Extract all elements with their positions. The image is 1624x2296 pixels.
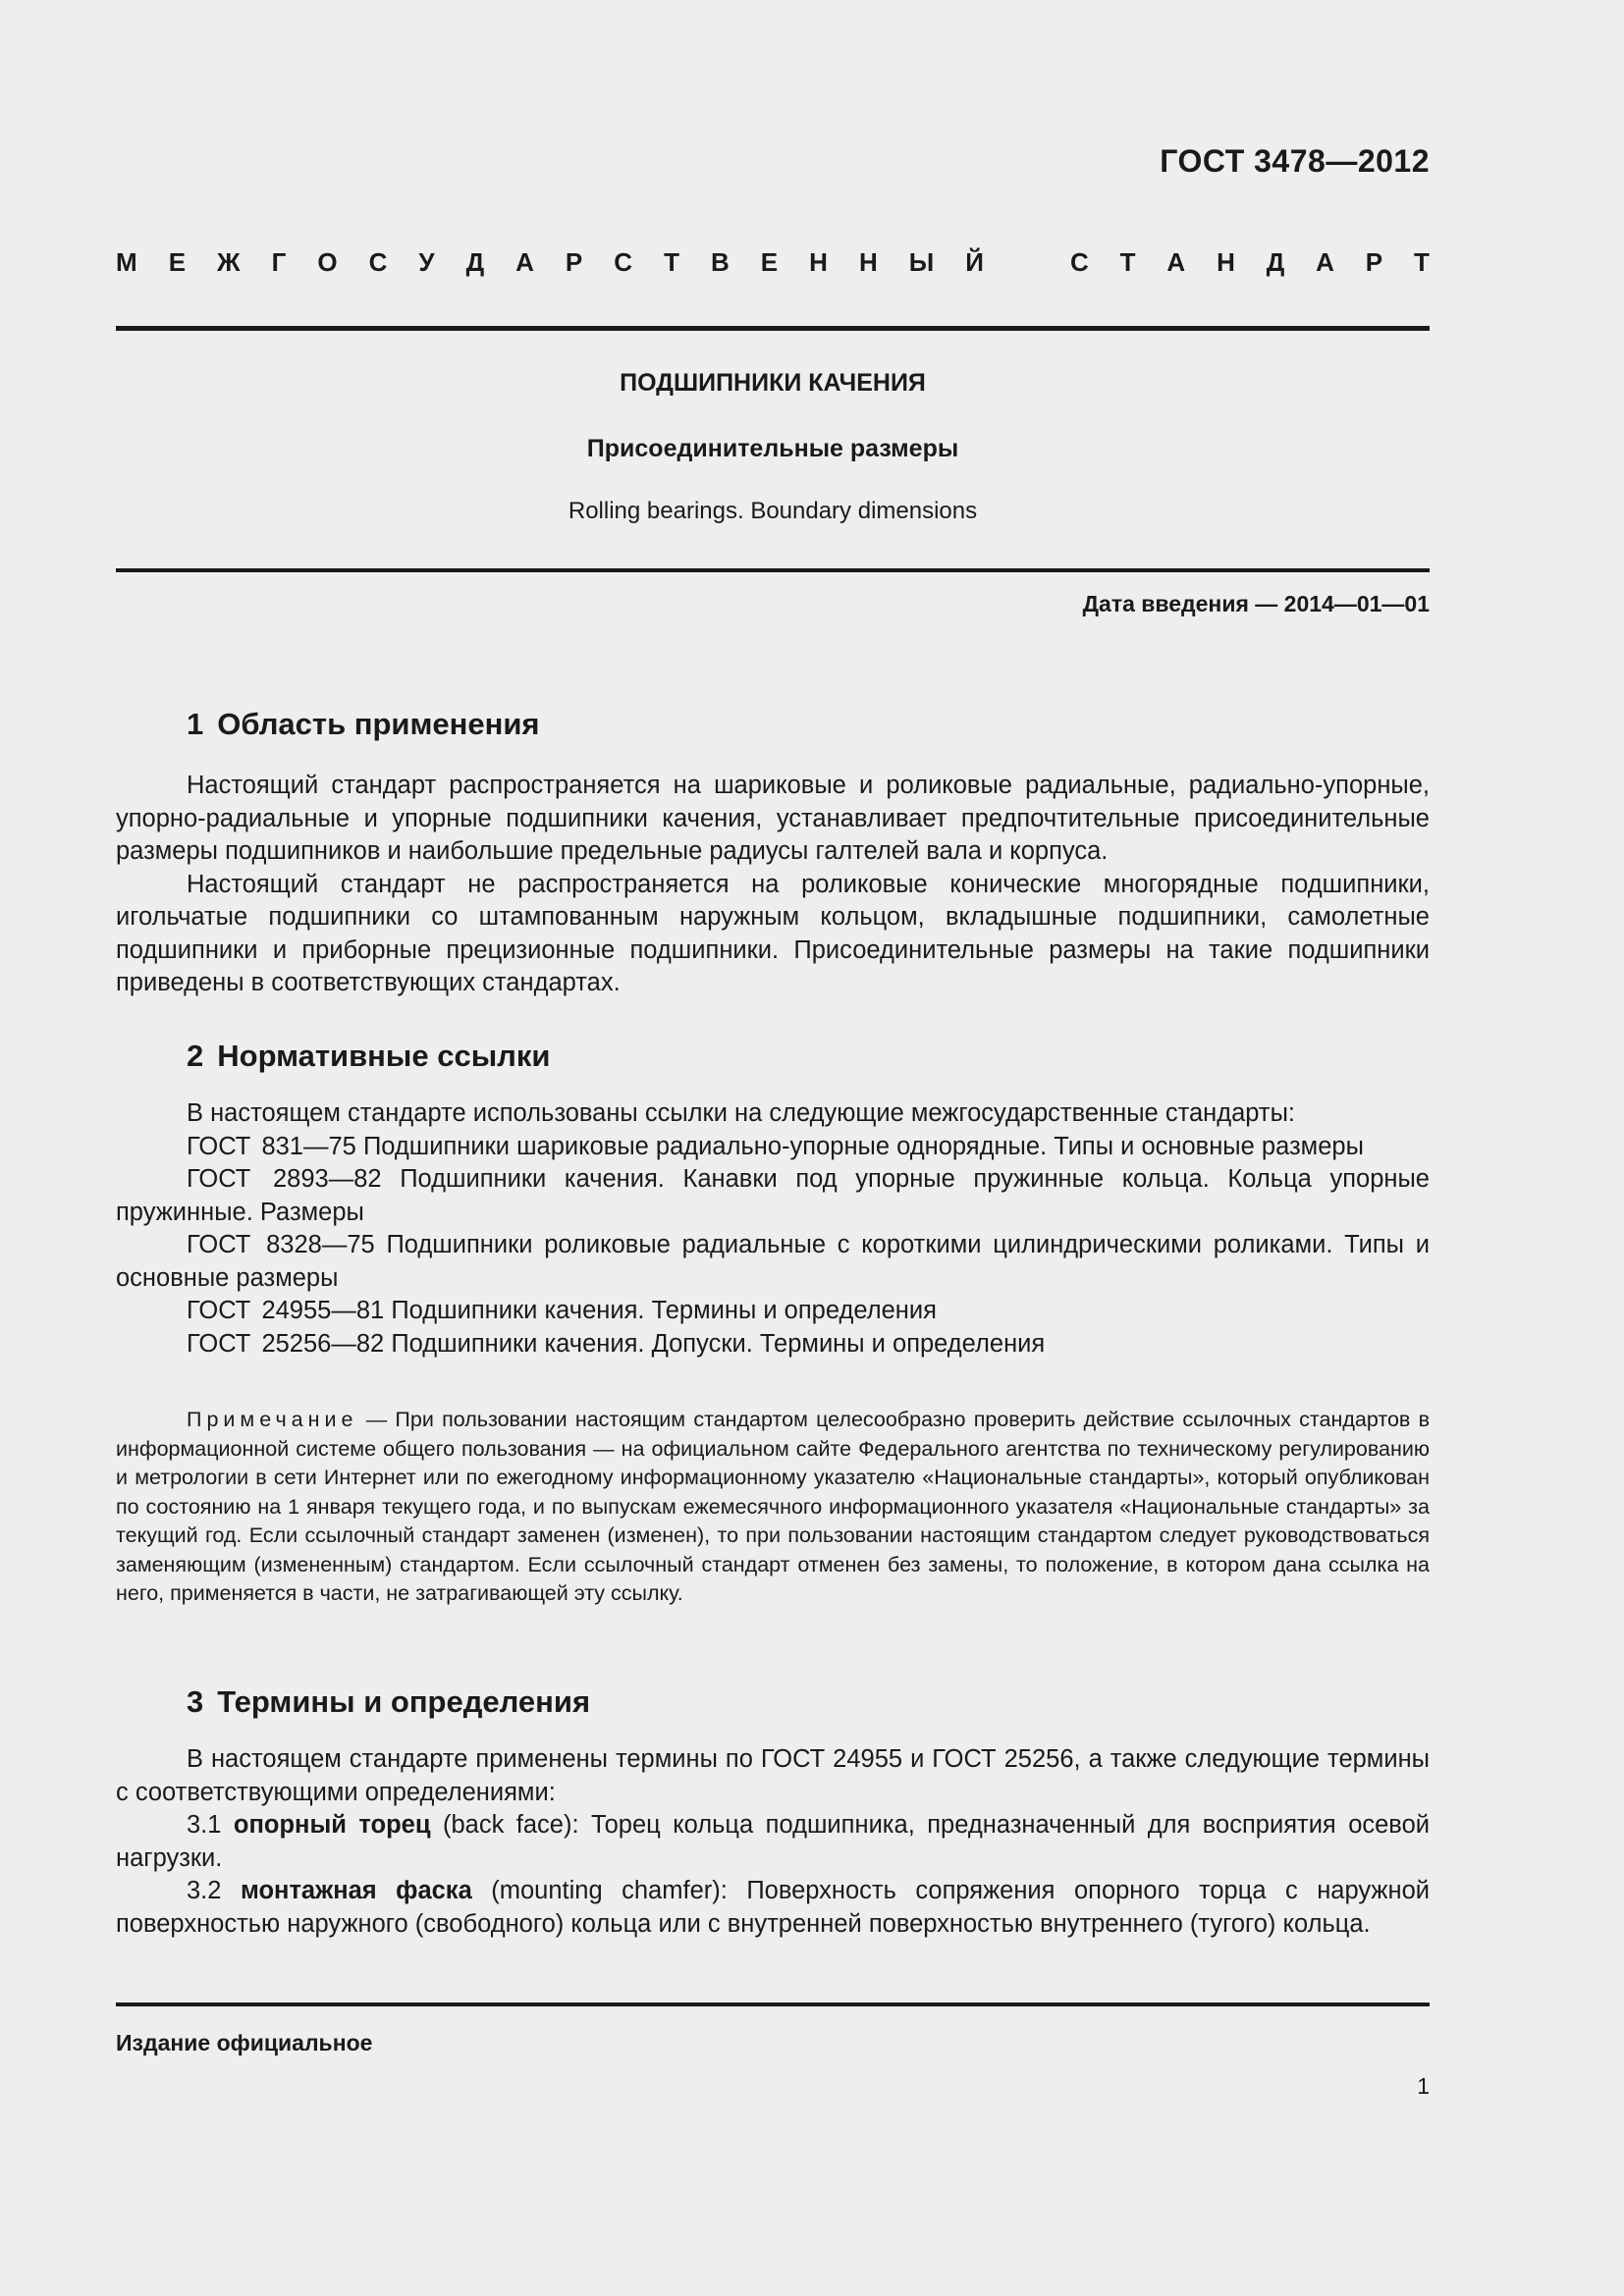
banner-letter: Р — [565, 247, 583, 277]
section-title: Термины и определения — [217, 1684, 591, 1719]
banner-letter: С — [368, 247, 388, 277]
reference-item — [116, 1163, 1430, 1229]
reference-code: ГОСТ 25256—82 — [187, 1329, 385, 1358]
reference-item — [116, 1131, 1430, 1164]
section-2-note — [116, 1406, 1430, 1609]
banner-letter: А — [515, 247, 534, 277]
banner-letter: Г — [271, 247, 287, 277]
reference-code: ГОСТ 2893—82 — [187, 1165, 382, 1193]
section-number: 1 — [187, 707, 204, 741]
english-title: Rolling bearings. Boundary dimensions — [568, 498, 978, 524]
interstate-standard-banner — [116, 247, 1430, 278]
banner-letter: Т — [1119, 247, 1136, 277]
reference-code: ГОСТ 8328—75 — [187, 1231, 375, 1258]
banner-letter: О — [317, 247, 338, 277]
official-edition-label: Издание официальное — [116, 2030, 373, 2056]
term-english: (back face): — [442, 1811, 579, 1839]
banner-letter: Ж — [217, 247, 241, 277]
reference-title: Подшипники роликовые радиальные с короткими цилиндрическими роликами. Типы и основные размеры — [116, 1231, 1430, 1292]
banner-word-interstate — [116, 247, 984, 278]
term-definition — [116, 1809, 1430, 1875]
banner-letter: С — [614, 247, 633, 277]
paragraph: В настоящем стандарте применены термины по ГОСТ 24955 и ГОСТ 25256, а также следующие термины с соответствующими определениями: — [116, 1745, 1430, 1806]
term-english: (mounting chamfer): — [491, 1877, 728, 1904]
section-3-body — [116, 1743, 1430, 1941]
reference-item — [116, 1229, 1430, 1295]
banner-word-standard — [1070, 247, 1430, 278]
section-2-body — [116, 1097, 1430, 1361]
section-3-heading — [187, 1684, 590, 1720]
banner-letter: А — [1166, 247, 1186, 277]
banner-letter: Й — [965, 247, 984, 277]
section-1-heading — [187, 707, 540, 742]
banner-letter: В — [710, 247, 730, 277]
reference-title: Подшипники качения. Канавки под упорные пружинные кольца. Кольца упорные пружинные. Размеры — [116, 1165, 1430, 1226]
banner-letter: Д — [465, 247, 485, 277]
reference-code: ГОСТ 24955—81 — [187, 1297, 385, 1324]
reference-item — [116, 1295, 1430, 1328]
footer-rule — [116, 2002, 1430, 2006]
section-number: 2 — [187, 1039, 204, 1073]
section-number: 3 — [187, 1684, 204, 1719]
reference-title: Подшипники шариковые радиально-упорные однорядные. Типы и основные размеры — [362, 1132, 1364, 1160]
document-title: ПОДШИПНИКИ КАЧЕНИЯ — [620, 369, 926, 397]
banner-letter: Н — [858, 247, 878, 277]
page-number: 1 — [1417, 2073, 1430, 2099]
term-name: опорный торец — [233, 1811, 431, 1839]
banner-letter: Ы — [908, 247, 935, 277]
term-name: монтажная фаска — [240, 1877, 472, 1904]
reference-item — [116, 1328, 1430, 1362]
note-label: Примечание — [187, 1408, 358, 1431]
reference-code: ГОСТ 831—75 — [187, 1132, 356, 1160]
note-text: — При пользовании настоящим стандартом целесообразно проверить действие ссылочных стандартов в информационной системе общего пользования — на официальном сайте Федерального агентства по техническому регулированию и метрологии в сети Интернет или по ежегодному информационному указателю «Национальные стандарты», который опубликован по состоянию на 1 января текущего года, и по выпускам ежемесячного информационного указателя «Национальные стандарты» за текущий год. Если ссылочный стандарт заменен (изменен), то при пользовании настоящим стандартом следует руководствоваться заменяющим (измененным) стандартом. Если ссылочный стандарт отменен без замены, то положение, в котором дана ссылка на него, применяется в части, не затрагивающей эту ссылку. — [116, 1408, 1430, 1605]
title-rule — [116, 568, 1430, 572]
term-definition — [116, 1875, 1430, 1941]
paragraph: Настоящий стандарт распространяется на шариковые и роликовые радиальные, радиально-упорные, упорно-радиальные и упорные подшипники качения, устанавливает предпочтительные присоединительные размеры подшипников и наибольшие предельные радиусы галтелей вала и корпуса. — [116, 772, 1430, 865]
term-number: 3.2 — [187, 1877, 222, 1904]
section-1-body — [116, 770, 1430, 1000]
banner-letter: Т — [664, 247, 679, 277]
paragraph: В настоящем стандарте использованы ссылки на следующие межгосударственные стандарты: — [187, 1099, 1295, 1127]
top-rule — [116, 326, 1430, 331]
reference-title: Подшипники качения. Допуски. Термины и определения — [391, 1329, 1046, 1358]
banner-letter: Н — [1217, 247, 1235, 277]
document-subtitle: Присоединительные размеры — [586, 435, 959, 462]
note-paragraph — [116, 1406, 1430, 1609]
banner-letter: Е — [168, 247, 187, 277]
banner-letter: М — [116, 247, 137, 277]
section-title: Нормативные ссылки — [217, 1039, 551, 1073]
paragraph: Настоящий стандарт не распространяется на роликовые конические многорядные подшипники, игольчатые подшипники со штампованным наружным кольцом, вкладышные подшипники, самолетные подшипники и приборные прецизионные подшипники. Присоединительные размеры на такие подшипники приведены в соответствующих стандартах. — [116, 870, 1430, 996]
term-number: 3.1 — [187, 1811, 222, 1839]
banner-letter: А — [1316, 247, 1334, 277]
reference-title: Подшипники качения. Термины и определения — [391, 1297, 937, 1324]
term-text: Торец кольца подшипника, предназначенный для восприятия осевой нагрузки. — [116, 1811, 1430, 1872]
banner-letter: Н — [809, 247, 828, 277]
banner-letter: Е — [760, 247, 779, 277]
banner-letter: Д — [1266, 247, 1285, 277]
banner-letter: Р — [1365, 247, 1383, 277]
section-title: Область применения — [217, 707, 540, 741]
section-2-heading — [187, 1039, 550, 1074]
banner-letter: С — [1070, 247, 1089, 277]
banner-letter: У — [418, 247, 435, 277]
document-number: ГОСТ 3478—2012 — [1160, 143, 1430, 179]
introduction-date: Дата введения — 2014—01—01 — [1082, 591, 1430, 616]
banner-letter: Т — [1414, 247, 1430, 277]
term-text: Поверхность сопряжения опорного торца с наружной поверхностью наружного (свободного) кольца или с внутренней поверхностью внутреннего (тугого) кольца. — [116, 1877, 1430, 1938]
